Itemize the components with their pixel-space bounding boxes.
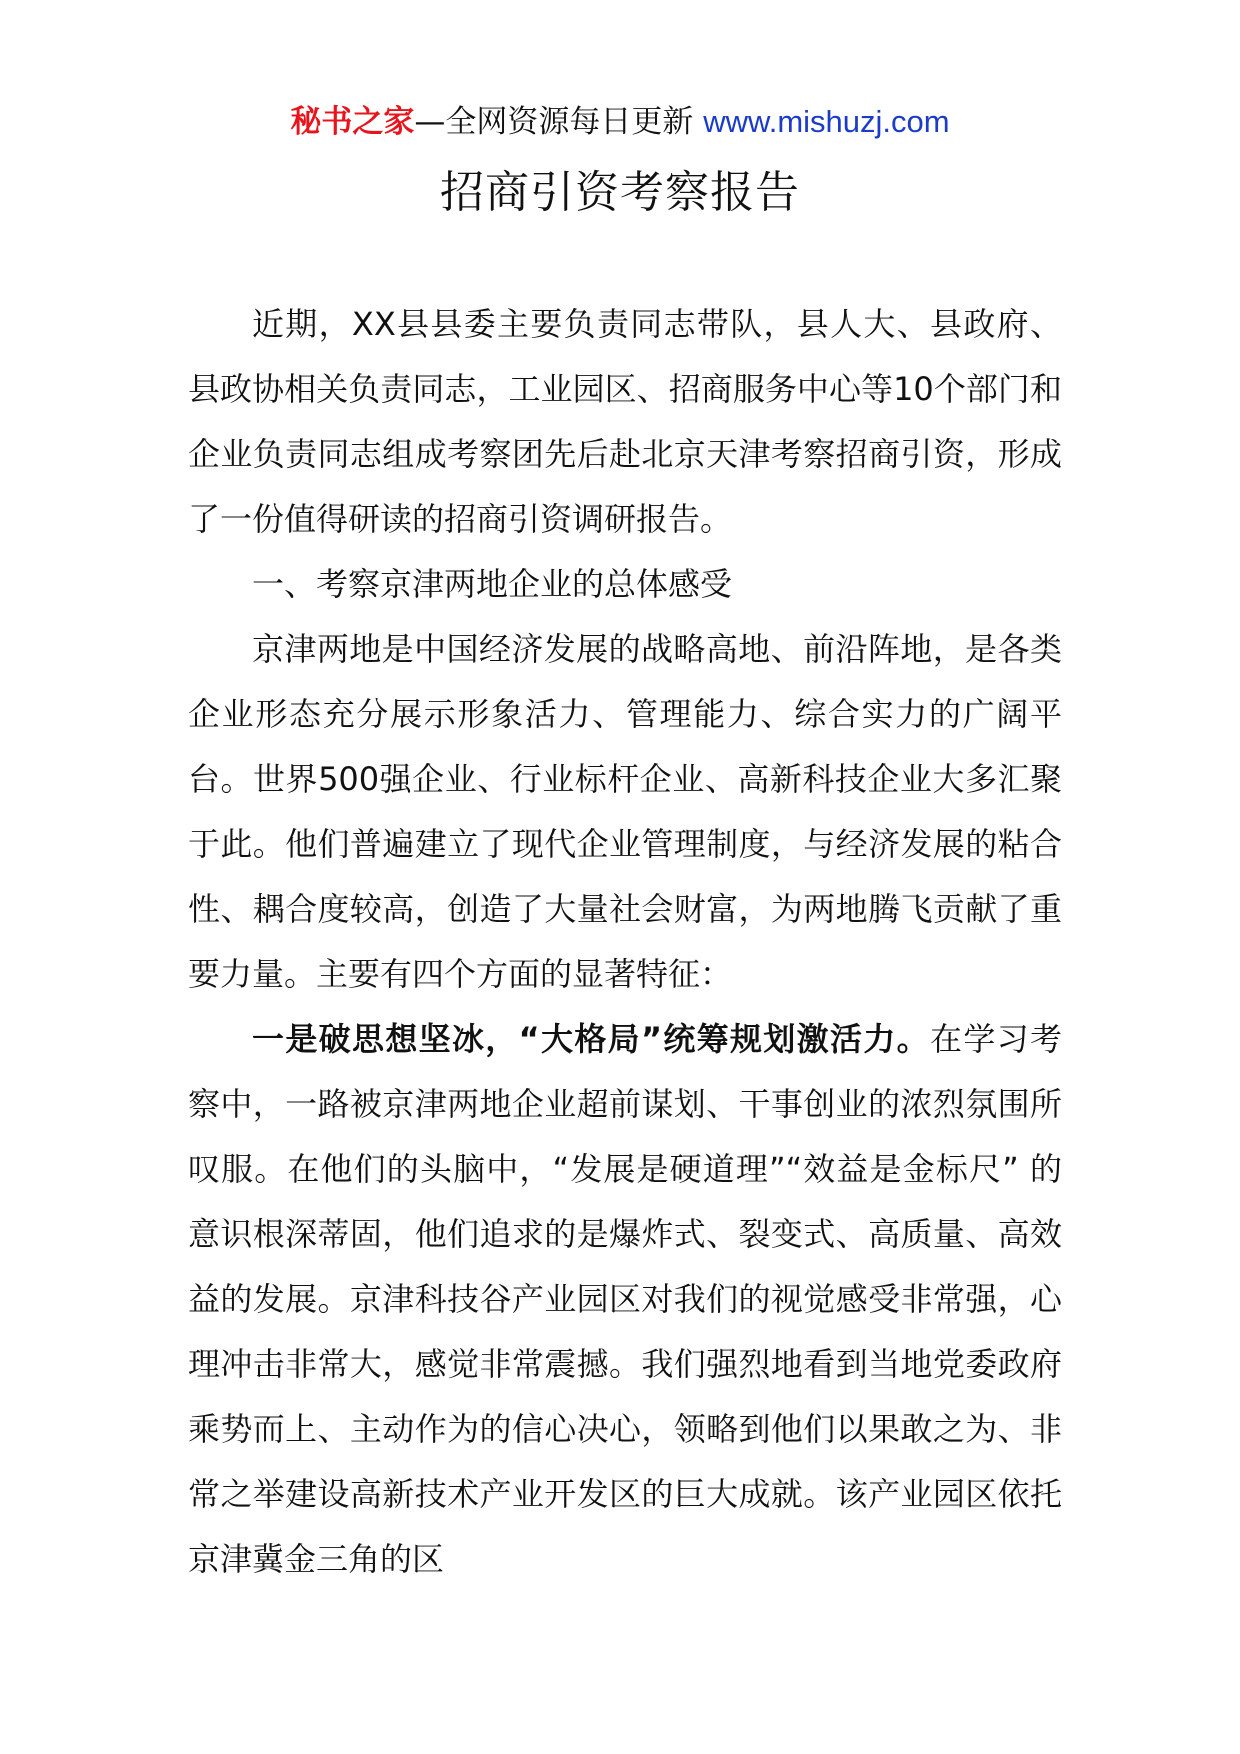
header-tagline: —全网资源每日更新 (414, 104, 694, 140)
point-one-text: 在学习考察中，一路被京津两地企业超前谋划、干事创业的浓烈氛围所叹服。在他们的头脑中，“发展是硬道理”“效益是金标尺” 的意识根深蒂固，他们追求的是爆炸式、裂变式、高质量、高效益的发展。京津科技谷产业园区对我们的视觉感受非常强，心理冲击非常大，感觉非常震撼。我们强烈地看到当地党委政府乘势而上、主动作为的信心决心，领略到他们以果敢之为、非常之举建设高新技术产业开发区的巨大成就。该产业园区依托京津冀金三角的区 (188, 1020, 1062, 1578)
overview-paragraph: 京津两地是中国经济发展的战略高地、前沿阵地，是各类企业形态充分展示形象活力、管理能力、综合实力的广阔平台。世界500强企业、行业标杆企业、高新科技企业大多汇聚于此。他们普遍建立了现代企业管理制度，与经济发展的粘合性、耦合度较高，创造了大量社会财富，为两地腾飞贡献了重要力量。主要有四个方面的显著特征： (188, 630, 1062, 993)
point-one-lead: 一是破思想坚冰，“大格局”统筹规划激活力。 (252, 1020, 930, 1058)
point-one-paragraph (188, 1007, 1062, 1592)
intro-paragraph: 近期，XX县县委主要负责同志带队，县人大、县政府、县政协相关负责同志，工业园区、招商服务中心等10个部门和企业负责同志组成考察团先后赴北京天津考察招商引资，形成了一份值得研读的招商引资调研报告。 (188, 305, 1062, 538)
brand-name: 秘书之家 (290, 104, 415, 140)
site-header (0, 100, 1240, 144)
section-heading: 一、考察京津两地企业的总体感受 (252, 565, 733, 603)
document-title: 招商引资考察报告 (440, 167, 800, 218)
site-url-link[interactable]: www.mishuzj.com (703, 104, 950, 139)
document-body (188, 292, 1062, 1592)
